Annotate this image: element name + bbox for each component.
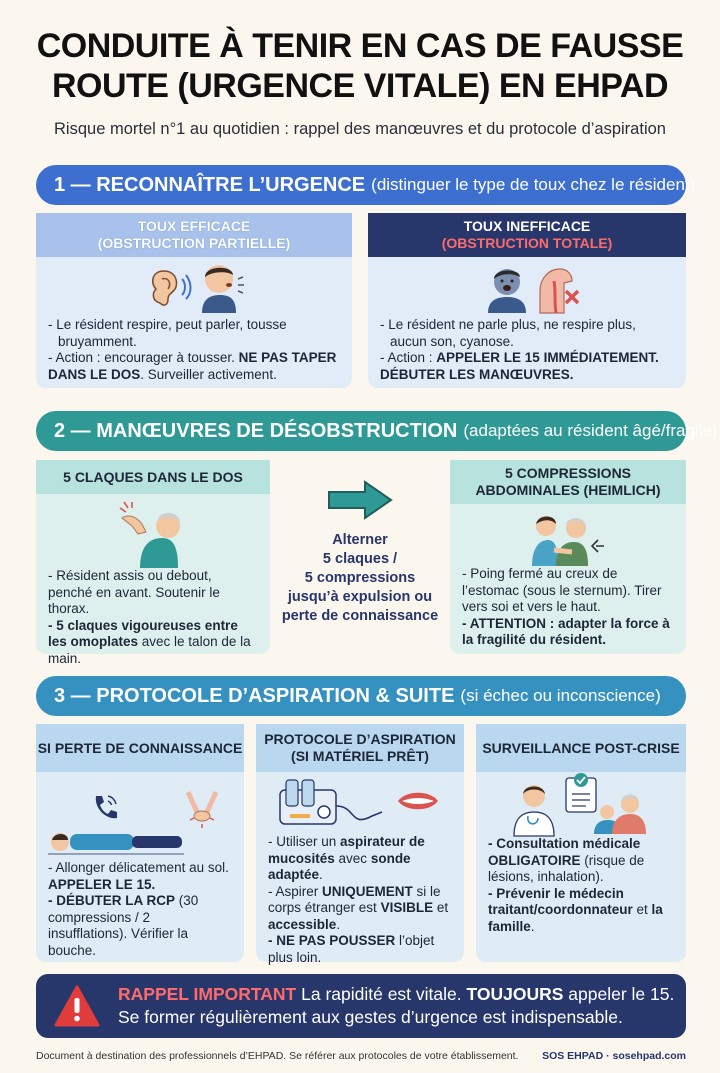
post-crisis-bold: - Consultation médicale OBLIGATOIRE bbox=[488, 836, 641, 868]
unconscious-cpr bbox=[48, 893, 232, 959]
back-blows-line: - Résident assis ou debout, penché en avant. Soutenir le thorax. bbox=[48, 568, 220, 616]
action-text: - Action : encourager à tousser. bbox=[48, 350, 239, 365]
heimlich-line: - Poing fermé au creux de l’estomac (sous le sternum). Tirer vers soi et vers le haut. bbox=[462, 566, 662, 614]
cpr-bold: - DÉBUTER LA RCP bbox=[48, 893, 175, 908]
suction-text: - Utiliser un bbox=[268, 834, 341, 849]
suction-card bbox=[256, 724, 464, 965]
reminder-text-part: appeler le 15. bbox=[563, 984, 675, 1004]
effective-cough-line: - Le résident respire, peut parler, tousse bbox=[48, 317, 287, 332]
post-crisis-line-1 bbox=[488, 836, 674, 886]
alternate-instruction bbox=[276, 531, 444, 626]
card-heading-line: (SI MATÉRIEL PRÊT) bbox=[291, 748, 429, 764]
post-crisis-illustration bbox=[476, 772, 686, 836]
suction-text: . bbox=[319, 867, 323, 882]
suction-text: l’objet plus loin. bbox=[268, 933, 435, 965]
back-blows-card bbox=[36, 460, 270, 666]
arrow-right-icon bbox=[327, 480, 393, 520]
suction-heading bbox=[256, 724, 464, 772]
back-blows-heading: 5 CLAQUES DANS LE DOS bbox=[36, 460, 270, 494]
page-subtitle: Risque mortel n°1 au quotidien : rappel des manœuvres et du protocole d’aspiration bbox=[54, 120, 666, 138]
effective-cough-illustration bbox=[36, 257, 352, 317]
ineffective-cough-illustration bbox=[368, 257, 686, 317]
post-crisis-text: (risque de lésions, inhalation). bbox=[488, 852, 645, 884]
action-bold: APPELER LE 15 IMMÉDIATEMENT. DÉBUTER LES MANŒUVRES. bbox=[380, 350, 659, 382]
phone-icon bbox=[90, 792, 120, 822]
back-blows-instruction bbox=[48, 618, 258, 668]
suction-bold: - NE PAS POUSSER bbox=[268, 933, 396, 948]
effective-cough-body bbox=[36, 317, 352, 383]
choking-person-icon bbox=[484, 263, 530, 313]
footer-disclaimer: Document à destination des professionnels d’EHPAD. Se référer aux protocoles de votre établissement. bbox=[36, 1050, 519, 1062]
section-2-note: (adaptées au résident âgé/fragile) bbox=[463, 421, 718, 440]
ineffective-cough-action bbox=[380, 350, 674, 383]
unconscious-illustration bbox=[36, 772, 244, 860]
ineffective-cough-heading bbox=[368, 213, 686, 257]
doctor-icon bbox=[512, 776, 556, 836]
family-icon bbox=[594, 790, 646, 834]
ineffective-cough-line: - Le résident ne parle plus, ne respire plus, bbox=[380, 317, 636, 332]
section-2-banner bbox=[36, 411, 718, 451]
reminder-text-part: La rapidité est vitale. bbox=[296, 984, 467, 1004]
card-heading-line: (OBSTRUCTION PARTIELLE) bbox=[97, 235, 291, 251]
reminder-label: RAPPEL IMPORTANT bbox=[118, 984, 297, 1004]
heimlich-body bbox=[450, 566, 686, 649]
effective-cough-line: bruyamment. bbox=[58, 333, 137, 349]
reminder-line-2: Se former régulièrement aux gestes d’urgence est indispensable. bbox=[118, 1007, 623, 1027]
effective-cough-card bbox=[36, 213, 352, 388]
alternate-line: 5 claques / bbox=[322, 551, 398, 567]
heimlich-icon bbox=[526, 506, 610, 566]
post-crisis-line-2 bbox=[488, 886, 674, 936]
suction-bold: VISIBLE bbox=[380, 900, 434, 915]
call-bold: APPELER LE 15. bbox=[48, 876, 156, 892]
suction-text: avec bbox=[334, 850, 371, 866]
section-1-note: (distinguer le type de toux chez le résident) bbox=[371, 175, 696, 194]
instruction-text: avec le talon de la main. bbox=[48, 634, 251, 666]
heimlich-illustration bbox=[450, 504, 686, 566]
post-crisis-bold: la famille bbox=[488, 902, 663, 934]
heimlich-heading bbox=[450, 460, 686, 504]
unconscious-heading: SI PERTE DE CONNAISSANCE bbox=[36, 724, 244, 772]
action-bold: NE PAS TAPER DANS LE DOS bbox=[48, 350, 337, 382]
title-line-2: ROUTE (URGENCE VITALE) EN EHPAD bbox=[51, 67, 669, 105]
reminder-text bbox=[118, 983, 674, 1029]
blocked-throat-icon bbox=[534, 261, 584, 313]
back-blows-body bbox=[36, 568, 270, 667]
cpr-hands-icon bbox=[184, 788, 220, 828]
unconscious-line: - Allonger délicatement au sol. bbox=[48, 860, 229, 875]
unconscious-body bbox=[36, 860, 244, 959]
effective-cough-heading bbox=[36, 213, 352, 257]
heimlich-warning bbox=[462, 616, 674, 649]
section-3-banner bbox=[36, 676, 686, 716]
mouth-icon bbox=[396, 788, 440, 814]
action-text: - Action : bbox=[380, 350, 437, 365]
suction-line-1 bbox=[268, 834, 452, 884]
card-heading-line: TOUX EFFICACE bbox=[137, 218, 251, 234]
cpr-text: (30 compressions / 2 insufflations). Vérifier la bouche. bbox=[48, 893, 199, 958]
post-crisis-text: et bbox=[632, 902, 652, 917]
ineffective-cough-body bbox=[368, 317, 686, 383]
important-reminder-banner bbox=[36, 974, 686, 1038]
section-2-title: 2 — MANŒUVRES DE DÉSOBSTRUCTION bbox=[54, 419, 458, 442]
section-3-title: 3 — PROTOCOLE D’ASPIRATION & SUITE bbox=[54, 684, 455, 707]
title-line-1: CONDUITE À TENIR EN CAS DE FAUSSE bbox=[36, 27, 684, 65]
back-blows-illustration bbox=[36, 494, 270, 568]
alternate-line: perte de connaissance bbox=[281, 608, 439, 624]
alternate-line: 5 compressions bbox=[304, 570, 416, 586]
section-1-title: 1 — RECONNAÎTRE L’URGENCE bbox=[54, 173, 366, 196]
heimlich-card bbox=[450, 460, 686, 654]
checklist-icon bbox=[564, 772, 598, 814]
warning-icon bbox=[54, 985, 100, 1027]
warning-bold: - ATTENTION : adapter la force à la fragilité du résident. bbox=[462, 615, 670, 647]
suction-line-2 bbox=[268, 884, 452, 934]
section-1-banner bbox=[36, 165, 696, 205]
suction-bold: sonde adaptée bbox=[268, 850, 411, 882]
section-3-note: (si échec ou inconscience) bbox=[460, 686, 661, 705]
post-crisis-heading: SURVEILLANCE POST-CRISE bbox=[476, 724, 686, 772]
card-heading-line: PROTOCOLE D’ASPIRATION bbox=[264, 731, 456, 747]
instruction-bold: - 5 claques vigoureuses entre les omoplates bbox=[48, 617, 238, 649]
suction-bold: aspirateur de mucosités bbox=[268, 834, 425, 866]
suction-illustration bbox=[256, 772, 464, 834]
ineffective-cough-card bbox=[368, 213, 686, 388]
card-heading-line: TOUX INEFFICACE bbox=[463, 218, 591, 234]
footer-brand: SOS EHPAD · sosehpad.com bbox=[542, 1050, 686, 1062]
unconscious-card bbox=[36, 724, 244, 962]
coughing-person-icon bbox=[194, 259, 244, 313]
lying-person-icon bbox=[46, 828, 186, 858]
alternate-line: jusqu’à expulsion ou bbox=[287, 589, 433, 605]
suction-device-icon bbox=[276, 776, 386, 832]
alternate-line: Alterner bbox=[332, 532, 388, 548]
post-crisis-bold: - Prévenir le médecin traitant/coordonnateur bbox=[488, 885, 633, 917]
unconscious-call bbox=[48, 877, 232, 894]
reminder-bold: TOUJOURS bbox=[466, 984, 564, 1004]
card-heading-line: 5 COMPRESSIONS bbox=[504, 465, 632, 481]
back-blows-icon bbox=[116, 498, 196, 568]
suction-line-3 bbox=[268, 933, 452, 966]
suction-text: . bbox=[336, 916, 341, 932]
post-crisis-text: . bbox=[530, 918, 535, 934]
action-text: . Surveiller activement. bbox=[140, 366, 277, 382]
card-heading-line: ABDOMINALES (HEIMLICH) bbox=[475, 482, 661, 498]
ineffective-cough-line: aucun son, cyanose. bbox=[390, 333, 514, 349]
suction-bold: accessible bbox=[268, 916, 337, 932]
suction-text: si le corps étranger est bbox=[268, 883, 441, 915]
suction-text: et bbox=[433, 900, 449, 915]
suction-text: - Aspirer bbox=[268, 883, 323, 899]
effective-cough-action bbox=[48, 350, 340, 383]
suction-body bbox=[256, 834, 464, 966]
card-heading-line: (OBSTRUCTION TOTALE) bbox=[441, 235, 613, 251]
post-crisis-card bbox=[476, 724, 686, 962]
suction-bold: UNIQUEMENT bbox=[322, 883, 413, 899]
page-title bbox=[0, 26, 720, 106]
ear-icon bbox=[142, 263, 192, 313]
reminder-line-1 bbox=[118, 983, 674, 1006]
post-crisis-body bbox=[476, 836, 686, 935]
